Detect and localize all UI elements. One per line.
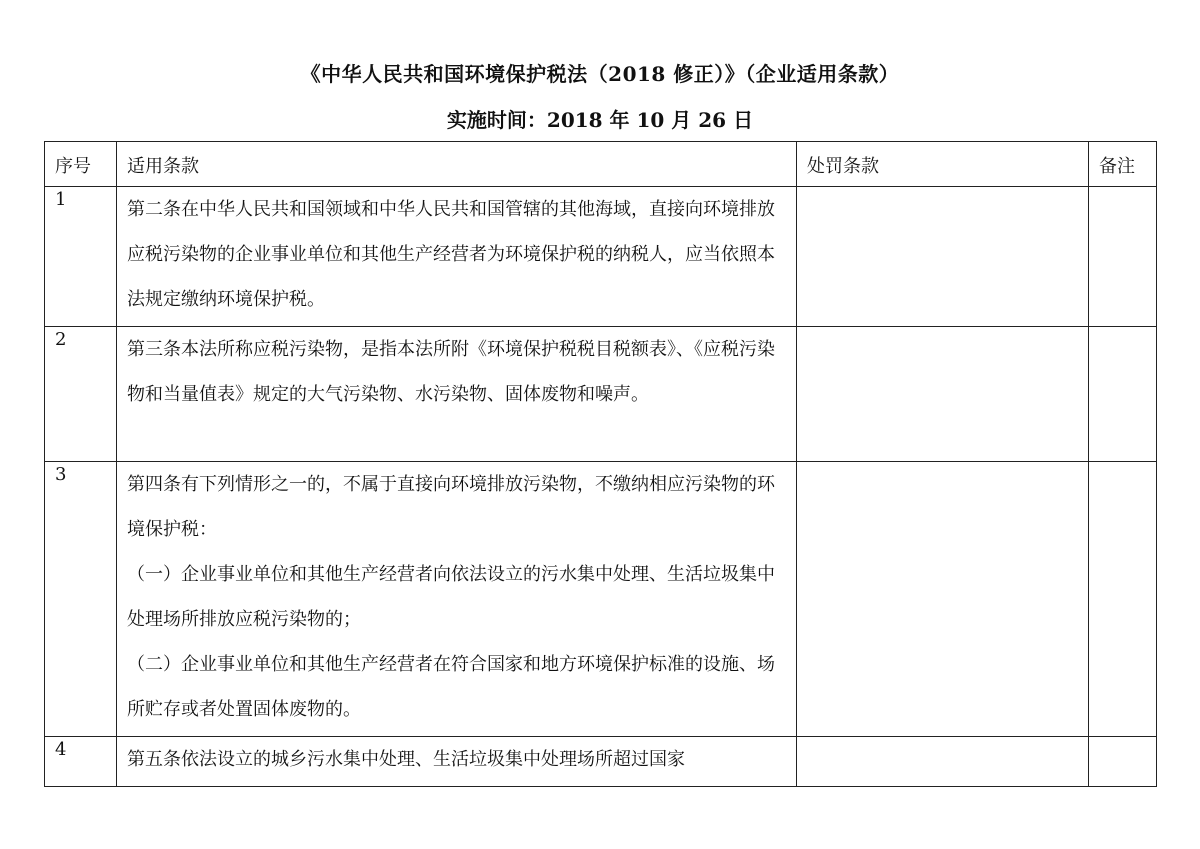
header-penalty-clause: 处罚条款 (797, 142, 1089, 187)
row-number-cell: 2 (45, 327, 117, 462)
clause-cell (117, 327, 797, 462)
penalty-cell (797, 327, 1089, 462)
note-cell (1089, 462, 1157, 737)
clause-paragraph: 第三条本法所称应税污染物，是指本法所附《环境保护税税目税额表》、《应税污染物和当量值表》规定的大气污染物、水污染物、固体废物和噪声。 (127, 339, 775, 405)
header-remarks: 备注 (1089, 142, 1157, 187)
note-cell (1089, 187, 1157, 327)
table-row (45, 462, 1157, 737)
clause-cell (117, 187, 797, 327)
row-number-cell: 4 (45, 737, 117, 787)
clause-item: （一）企业事业单位和其他生产经营者向依法设立的污水集中处理、生活垃圾集中处理场所排放应税污染物的； (127, 564, 775, 630)
header-serial-number: 序号 (45, 142, 117, 187)
table-row (45, 737, 1157, 787)
header-applicable-clause: 适用条款 (117, 142, 797, 187)
clause-paragraph: 第二条在中华人民共和国领域和中华人民共和国管辖的其他海域，直接向环境排放应税污染物的企业事业单位和其他生产经营者为环境保护税的纳税人，应当依照本法规定缴纳环境保护税。 (127, 199, 775, 310)
row-number-cell: 3 (45, 462, 117, 737)
clause-cell (117, 462, 797, 737)
penalty-cell (797, 462, 1089, 737)
penalty-cell (797, 187, 1089, 327)
row-number-cell: 1 (45, 187, 117, 327)
clause-paragraph: 第五条依法设立的城乡污水集中处理、生活垃圾集中处理场所超过国家 (127, 749, 685, 770)
document-title: 《中华人民共和国环境保护税法（2018 修正）》（企业适用条款） (300, 62, 900, 86)
clause-cell (117, 737, 797, 787)
effective-date: 实施时间：2018 年 10 月 26 日 (446, 108, 754, 132)
table-row (45, 187, 1157, 327)
note-cell (1089, 737, 1157, 787)
clauses-table (44, 141, 1157, 787)
penalty-cell (797, 737, 1089, 787)
clause-item: （二）企业事业单位和其他生产经营者在符合国家和地方环境保护标准的设施、场所贮存或者处置固体废物的。 (127, 654, 775, 720)
note-cell (1089, 327, 1157, 462)
table-row (45, 327, 1157, 462)
clause-paragraph: 第四条有下列情形之一的，不属于直接向环境排放污染物，不缴纳相应污染物的环境保护税： (127, 474, 775, 540)
